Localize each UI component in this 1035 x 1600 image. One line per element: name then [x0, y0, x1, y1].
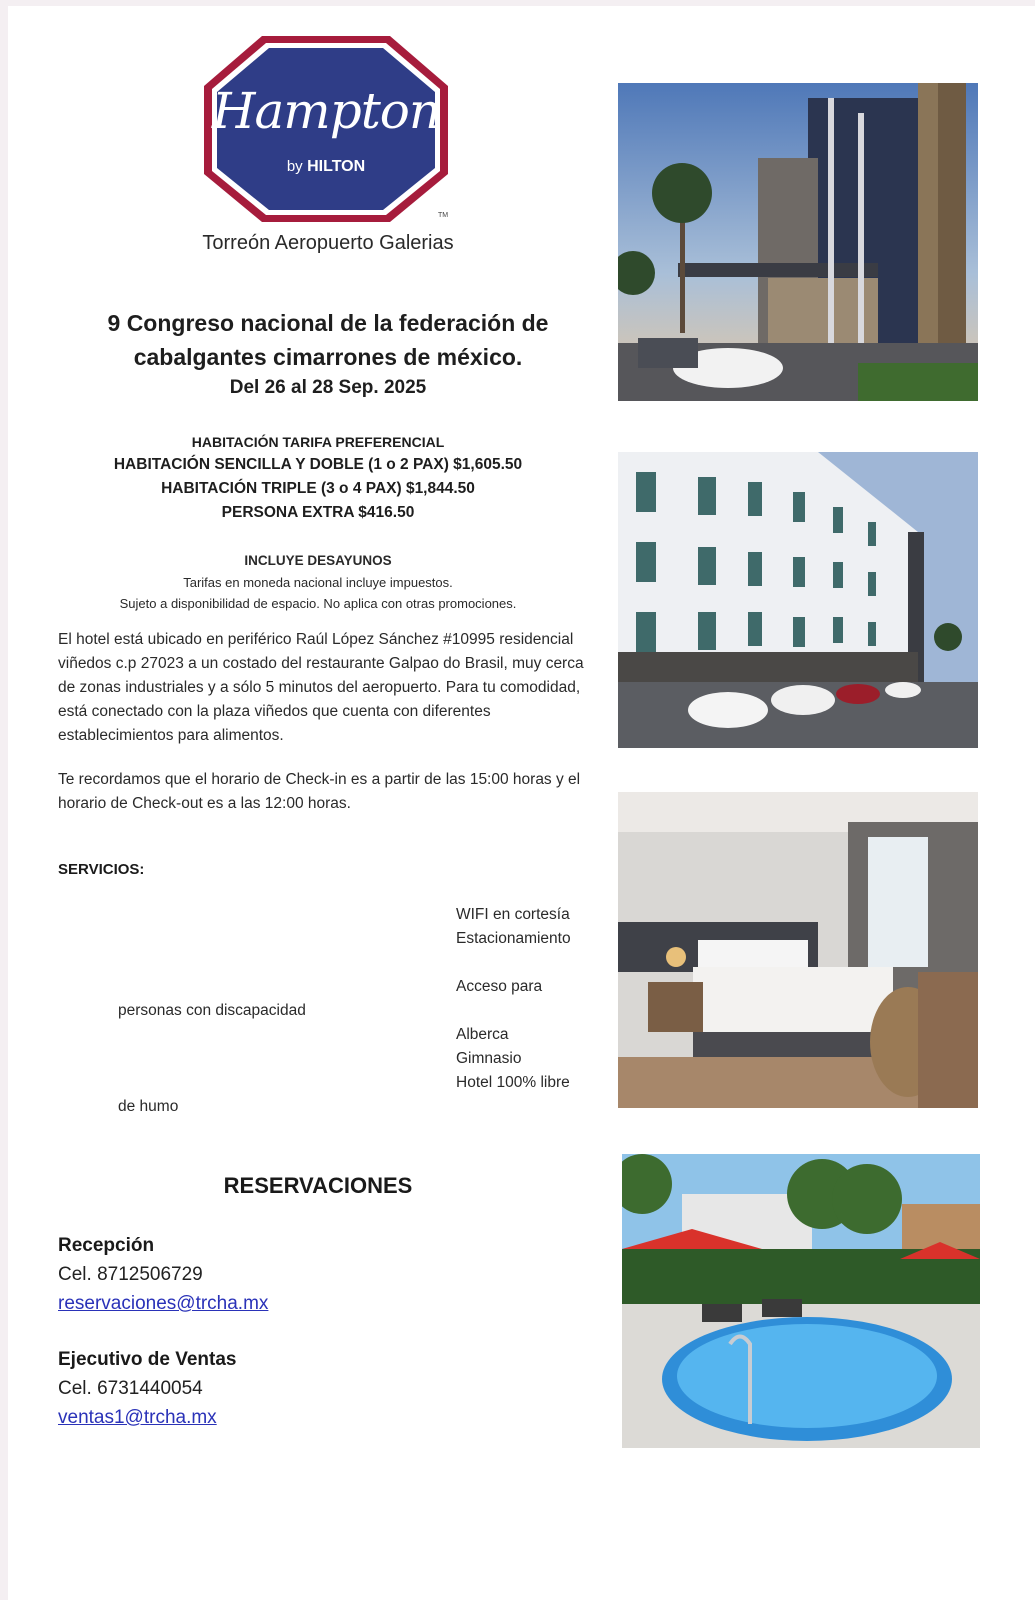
rate-triple: HABITACIÓN TRIPLE (3 o 4 PAX) $1,844.50 — [161, 480, 475, 497]
rates-heading: HABITACIÓN TARIFA PREFERENCIAL — [191, 434, 445, 450]
includes-line1: Tarifas en moneda nacional incluye impuestos. — [183, 575, 453, 590]
event-block — [28, 306, 628, 402]
reception-name: Recepción — [58, 1235, 155, 1256]
hotel-entrance-photo — [618, 83, 978, 401]
includes-block — [28, 550, 608, 614]
hampton-logo — [200, 34, 452, 224]
sales-name: Ejecutivo de Ventas — [58, 1349, 237, 1370]
reception-phone: Cel. 8712506729 — [58, 1264, 203, 1285]
service-gym: Gimnasio — [456, 1050, 522, 1067]
logo-hilton: HILTON — [307, 158, 366, 175]
service-parking: Estacionamiento — [456, 930, 571, 947]
checkin-line1: Te recordamos que el horario de Check-in es a partir de las 15:00 horas y el — [58, 771, 581, 788]
event-title-line2: cabalgantes cimarrones de méxico. — [133, 344, 523, 370]
location-paragraph — [58, 628, 593, 748]
rate-single-double: HABITACIÓN SENCILLA Y DOBLE (1 o 2 PAX) $1,605.50 — [113, 456, 523, 473]
location-line5: establecimientos para alimentos. — [58, 727, 284, 744]
reservations-title: RESERVACIONES — [223, 1173, 413, 1198]
location-line3: de zonas industriales y a sólo 5 minutos del aeropuerto. Para tu comodidad, — [58, 679, 581, 696]
hotel-building-photo — [618, 452, 978, 748]
event-title-line1: 9 Congreso nacional de la federación de — [107, 310, 549, 336]
service-access: Acceso para — [456, 978, 543, 995]
location-line1: El hotel está ubicado en periférico Raúl López Sánchez #10995 residencial — [58, 631, 574, 648]
contact-reception — [58, 1232, 458, 1318]
checkin-paragraph — [58, 768, 593, 816]
pool-area-photo — [622, 1154, 980, 1448]
service-smoke-free: Hotel 100% libre — [456, 1074, 570, 1091]
checkin-line2: horario de Check-out es a las 12:00 horas. — [58, 795, 351, 812]
rate-extra: PERSONA EXTRA $416.50 — [221, 504, 415, 521]
location-line4: está conectado con la plaza viñedos que cuenta con diferentes — [58, 703, 491, 720]
includes-heading: INCLUYE DESAYUNOS — [244, 553, 392, 568]
contact-sales — [58, 1346, 458, 1432]
hotel-location: Torreón Aeropuerto Galerias — [202, 232, 454, 254]
rates-block — [28, 431, 608, 525]
flyer-page — [8, 6, 1035, 1600]
reception-email-link[interactable]: reservaciones@trcha.mx — [58, 1293, 269, 1314]
sales-email-link[interactable]: ventas1@trcha.mx — [58, 1407, 217, 1428]
services-title: SERVICIOS: — [58, 861, 145, 878]
service-smoke-free-cont: de humo — [118, 1098, 179, 1115]
service-access-cont: personas con discapacidad — [118, 1002, 306, 1019]
logo-by-hilton — [200, 158, 452, 176]
service-pool: Alberca — [456, 1026, 509, 1043]
logo-by: by — [286, 158, 303, 175]
includes-line2: Sujeto a disponibilidad de espacio. No aplica con otras promociones. — [119, 596, 517, 611]
guest-room-photo — [618, 792, 978, 1108]
service-wifi: WIFI en cortesía — [456, 906, 570, 923]
logo-brand-text: Hampton — [211, 82, 441, 140]
event-dates: Del 26 al 28 Sep. 2025 — [229, 377, 427, 398]
location-line2: viñedos c.p 27023 a un costado del restaurante Galpao do Brasil, muy cerca — [58, 655, 584, 672]
logo-trademark: TM — [438, 212, 449, 219]
sales-phone: Cel. 6731440054 — [58, 1378, 203, 1399]
